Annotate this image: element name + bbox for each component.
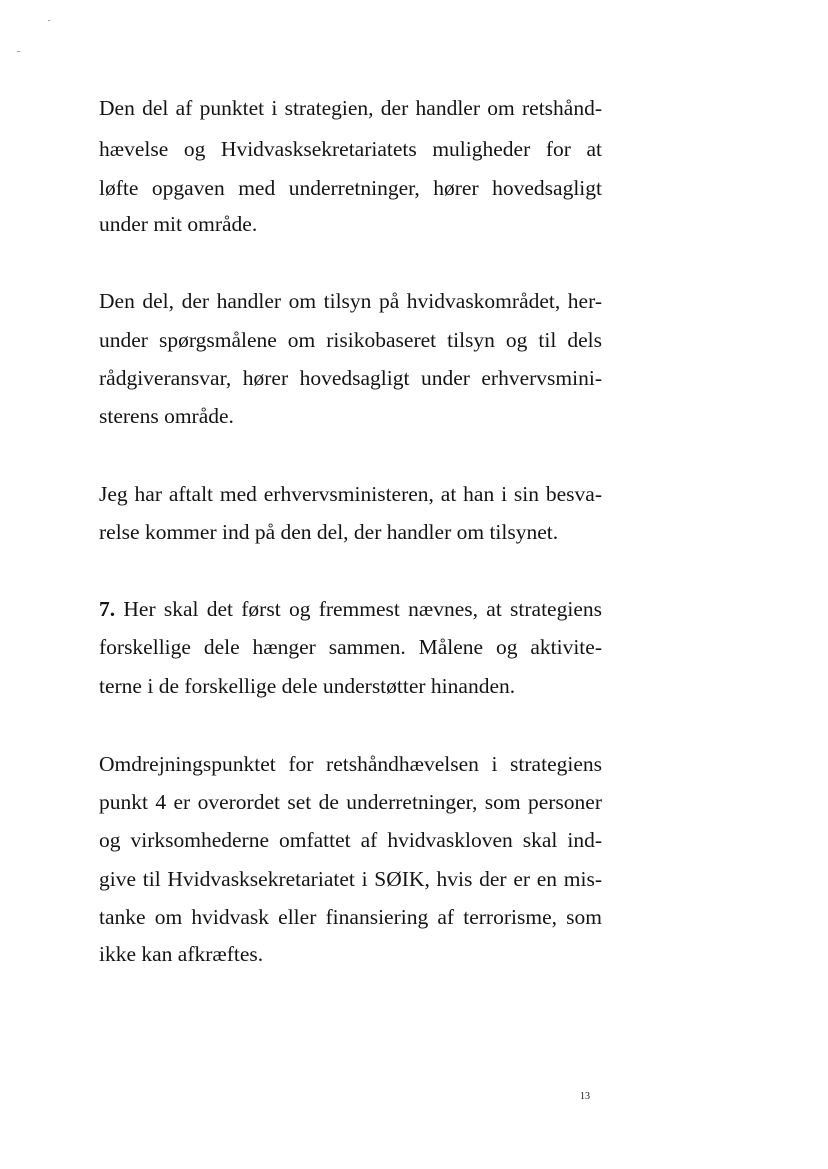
page-number: 13	[580, 1091, 590, 1102]
text-line: under spørgsmålene om risikobaseret tilsyn og til dels	[99, 328, 602, 352]
text-line: sterens område.	[99, 404, 234, 428]
scan-speck	[17, 51, 20, 52]
scan-speck	[48, 20, 50, 21]
text-line: punkt 4 er overordet set de underretninger, som personer	[99, 790, 602, 814]
text-line: rådgiveransvar, hører hovedsagligt under erhvervsmini-	[99, 366, 602, 390]
text-line: hævelse og Hvidvasksekretariatets muligheder for at	[99, 137, 602, 161]
text-line	[99, 596, 602, 622]
text-line: give til Hvidvasksekretariatet i SØIK, hvis der er en mis-	[99, 867, 602, 891]
text-line: terne i de forskellige dele understøtter hinanden.	[99, 674, 516, 698]
text-line: relse kommer ind på den del, der handler om tilsynet.	[99, 520, 559, 544]
text-line-content: Her skal det først og fremmest nævnes, at strategiens	[115, 597, 602, 621]
text-line: Den del af punktet i strategien, der handler om retshånd-	[99, 96, 602, 120]
text-line: forskellige dele hænger sammen. Målene og aktivite-	[99, 635, 602, 659]
text-line: Den del, der handler om tilsyn på hvidvaskområdet, her-	[99, 289, 602, 313]
text-line: og virksomhederne omfattet af hvidvaskloven skal ind-	[99, 828, 602, 852]
text-line: under mit område.	[99, 212, 258, 236]
paragraph-number: 7.	[99, 597, 116, 621]
text-line: løfte opgaven med underretninger, hører hovedsagligt	[99, 176, 602, 200]
text-line: Jeg har aftalt med erhvervsministeren, at han i sin besva-	[99, 482, 602, 506]
text-line: Omdrejningspunktet for retshåndhævelsen i strategiens	[99, 752, 602, 776]
text-line: ikke kan afkræftes.	[99, 942, 264, 966]
text-line: tanke om hvidvask eller finansiering af terrorisme, som	[99, 905, 602, 929]
